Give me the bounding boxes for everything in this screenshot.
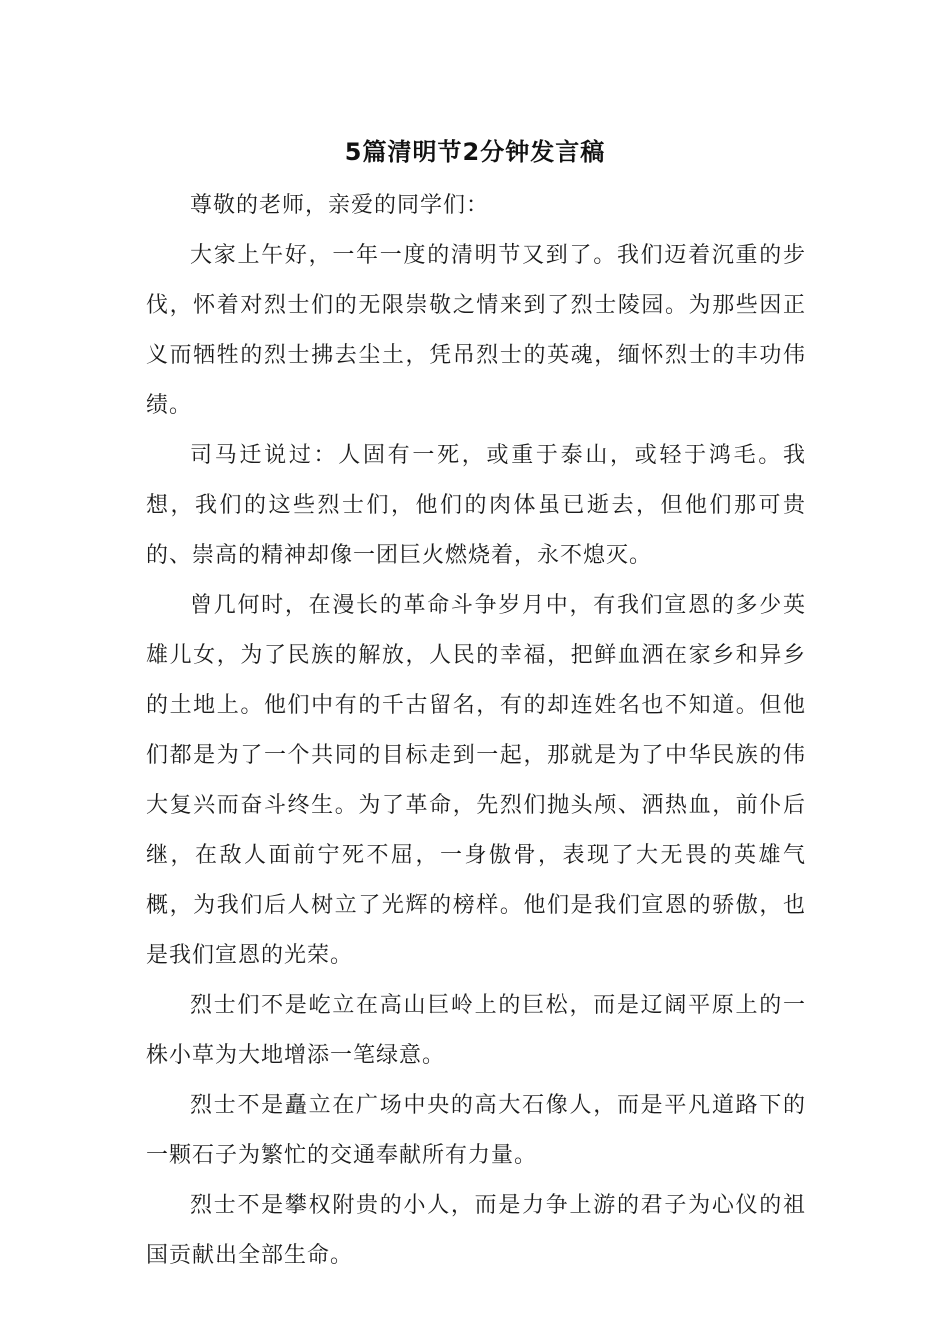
document-body xyxy=(146,181,806,1281)
body-paragraph: 烈士不是攀权附贵的小人，而是力争上游的君子为心仪的祖国贡献出全部生命。 xyxy=(146,1193,806,1268)
body-paragraph: 烈士们不是屹立在高山巨岭上的巨松，而是辽阔平原上的一株小草为大地增添一笔绿意。 xyxy=(146,993,806,1068)
salutation-paragraph: 尊敬的老师，亲爱的同学们： xyxy=(190,193,490,218)
body-paragraph: 大家上午好，一年一度的清明节又到了。我们迈着沉重的步伐，怀着对烈士们的无限崇敬之情来到了烈士陵园。为那些因正义而牺牲的烈士拂去尘土，凭吊烈士的英魂，缅怀烈士的丰功伟绩。 xyxy=(146,243,806,418)
body-paragraph: 烈士不是矗立在广场中央的高大石像人，而是平凡道路下的一颗石子为繁忙的交通奉献所有力量。 xyxy=(146,1093,806,1168)
body-paragraph: 司马迁说过：人固有一死，或重于泰山，或轻于鸿毛。我想，我们的这些烈士们，他们的肉体虽已逝去，但他们那可贵的、崇高的精神却像一团巨火燃烧着，永不熄灭。 xyxy=(146,443,806,568)
document-title: 5篇清明节2分钟发言稿 xyxy=(344,138,606,166)
body-paragraph: 曾几何时，在漫长的革命斗争岁月中，有我们宣恩的多少英雄儿女，为了民族的解放，人民的幸福，把鲜血洒在家乡和异乡的土地上。他们中有的千古留名，有的却连姓名也不知道。但他们都是为了一个共同的目标走到一起，那就是为了中华民族的伟大复兴而奋斗终生。为了革命，先烈们抛头颅、洒热血，前仆后继，在敌人面前宁死不屈，一身傲骨，表现了大无畏的英雄气概，为我们后人树立了光辉的榜样。他们是我们宣恩的骄傲，也是我们宣恩的光荣。 xyxy=(146,593,806,968)
